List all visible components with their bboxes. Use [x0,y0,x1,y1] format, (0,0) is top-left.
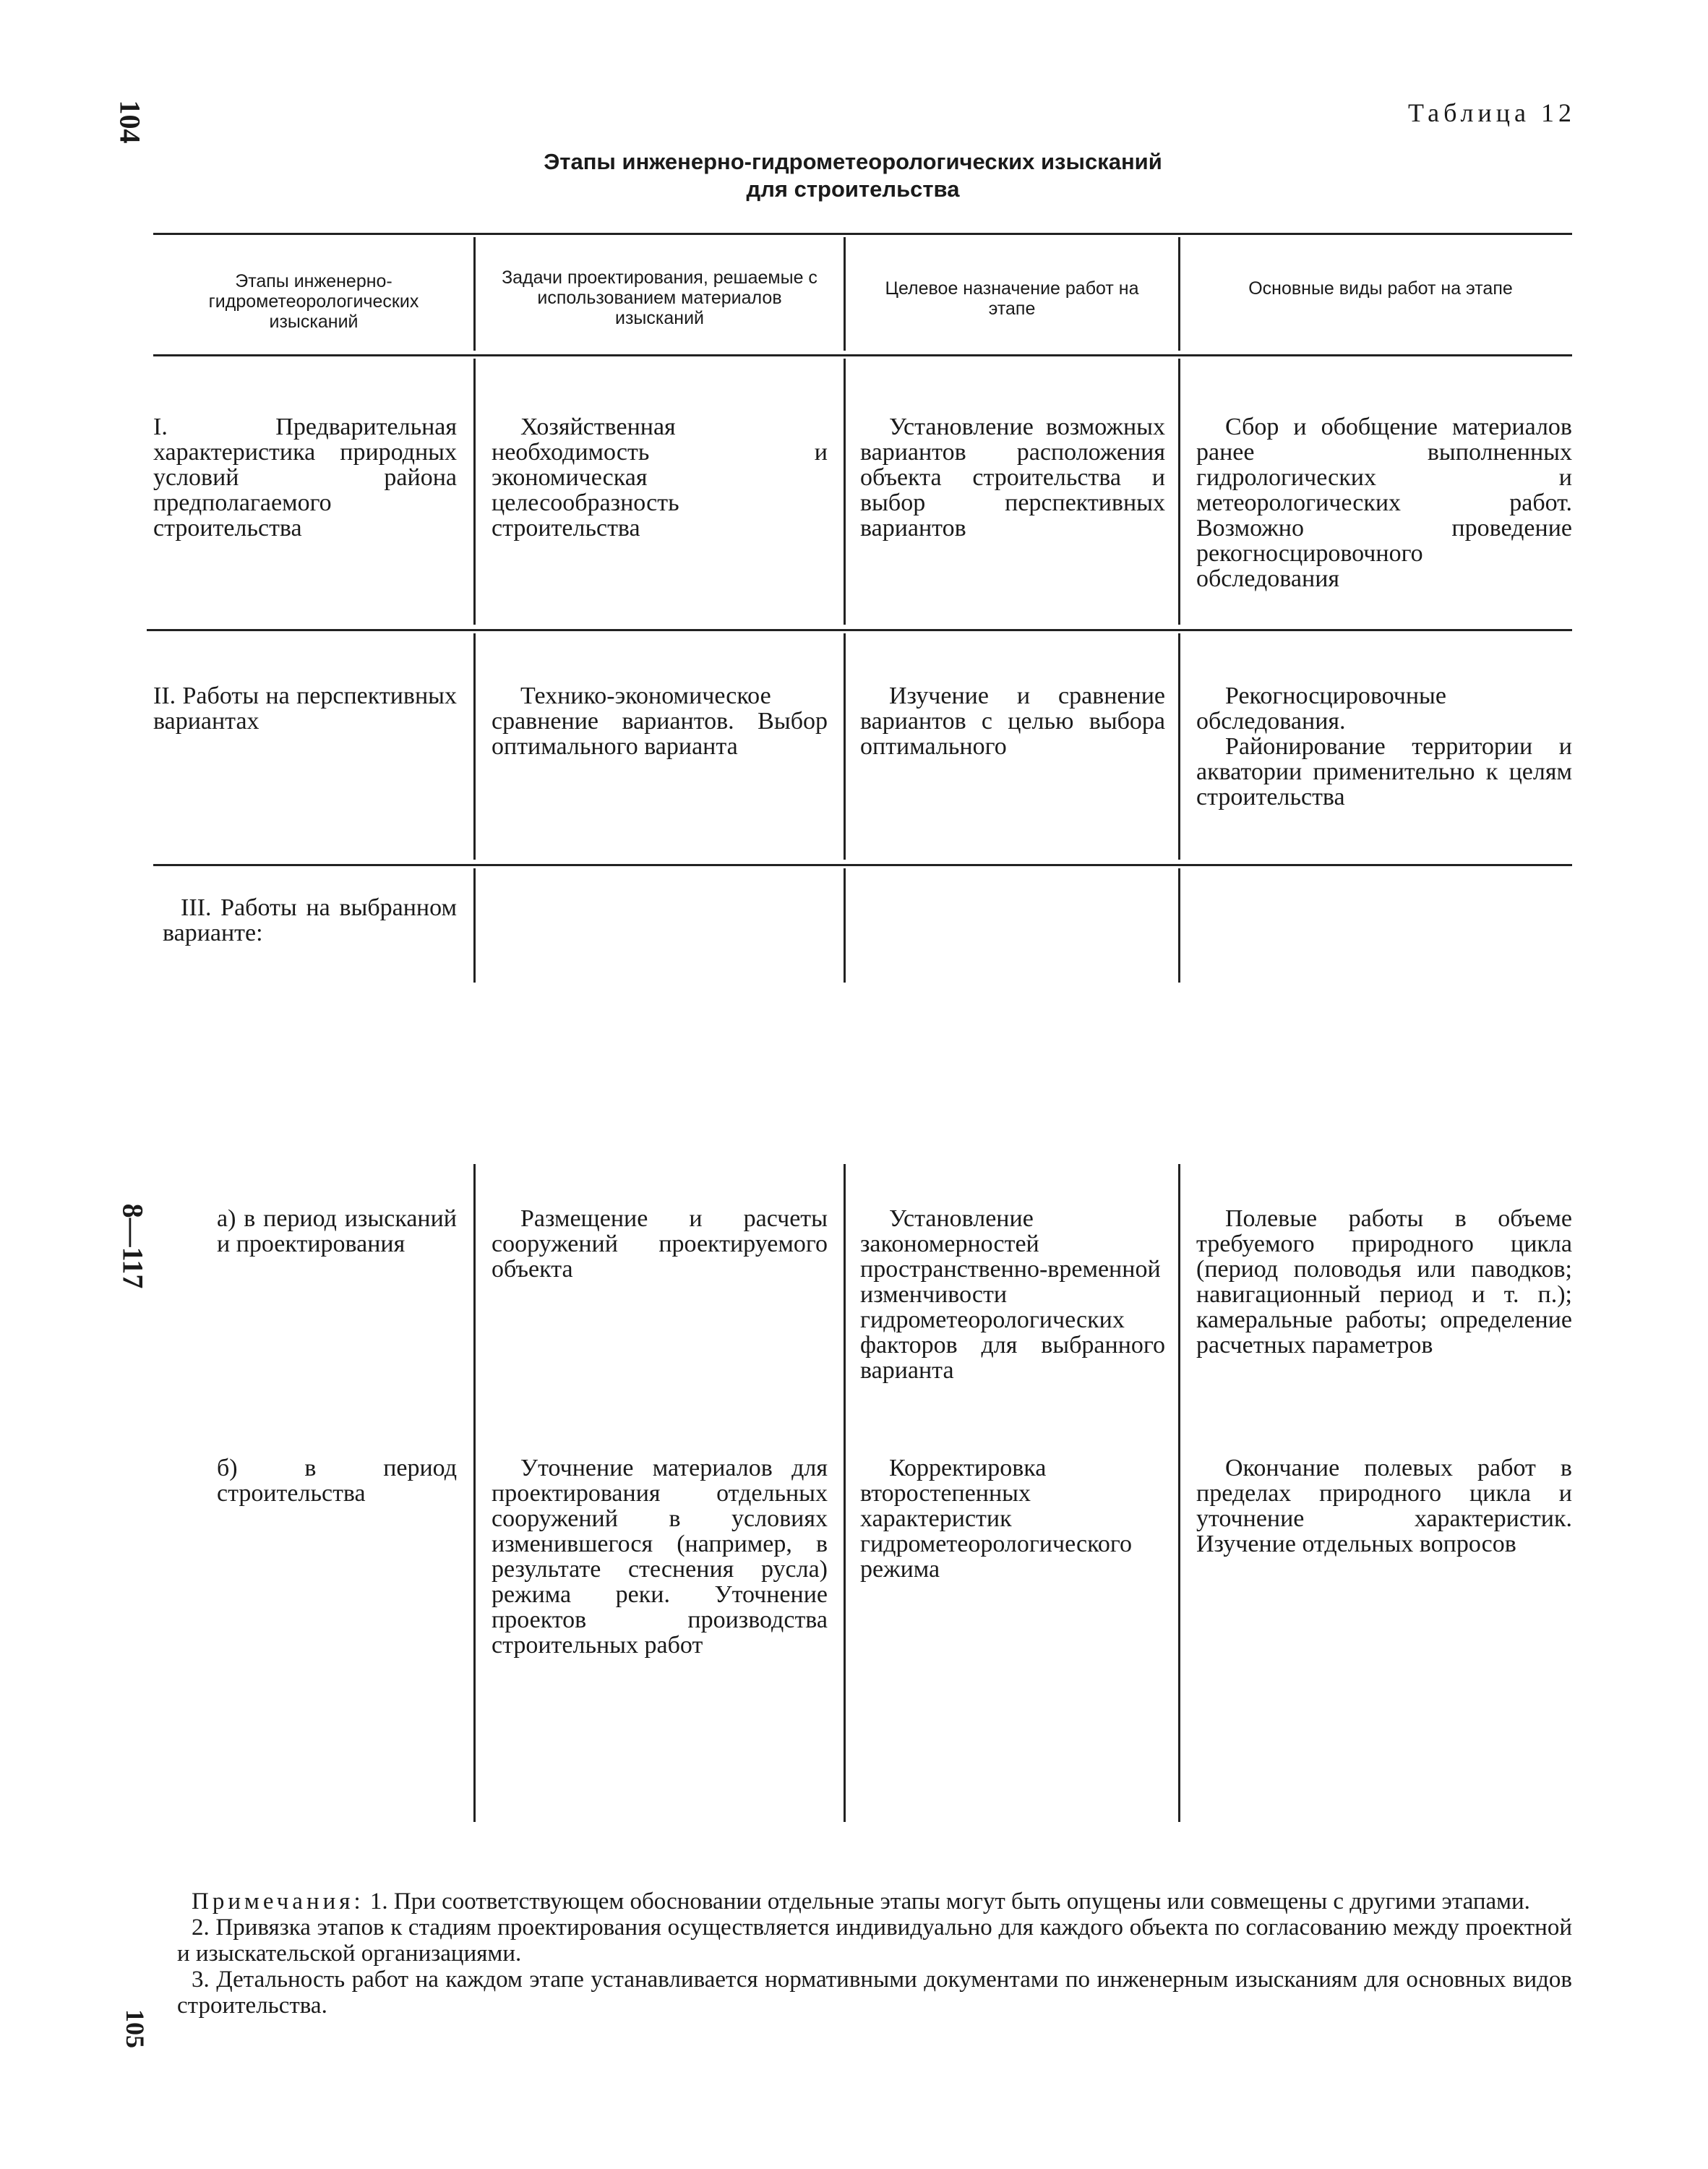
header-works: Основные виды работ на этапе [1248,278,1513,299]
header-stages: Этапы инженерно-гидрометеорологических изысканий [208,271,419,332]
row5-tasks: Уточнение материалов для проектирования отдельных сооружений в условиях изменившегося (например, в результате стеснения русла) режима реки. Уточнение проектов производства строительных работ [492,1455,828,1659]
header-bottom-rule [153,354,1572,356]
row4-divider-1 [473,1164,476,1822]
row3-divider-1 [473,868,476,983]
header-purpose: Целевое назначение работ на этапе [885,278,1139,319]
row2-tasks: Технико-экономическое сравнение вариантов. Выбор оптимального варианта [492,683,828,760]
header-divider-2 [844,237,846,351]
row1-tasks: Хозяйственная необходимость и экономическая целесообразность строительства [492,414,828,542]
row1-works: Сбор и обобщение материалов ранее выполненных гидрологических и метеорологических работ. Возможно проведение рекогносцировочного обследования [1196,414,1572,592]
row2-stage: II. Работы на перспективных вариантах [153,683,457,735]
row2-works-part-1: Рекогносцировочные обследования. [1196,683,1446,735]
signature-mark: 8—117 [116,1203,150,1289]
row4-divider-3 [1178,1164,1180,1822]
row-rule-2 [153,864,1572,866]
header-divider-1 [473,237,476,351]
note-2: 2. Привязка этапов к стадиям проектирования осуществляется индивидуально для каждого объекта по согласованию между проектной и изыскательской организациями. [177,1915,1572,1967]
row2-works-part-2: Районирование территории и акватории применительно к целям строительства [1196,733,1572,810]
note-1-text: 1. При соответствующем обосновании отдельные этапы могут быть опущены или совмещены с другими этапами. [369,1888,1530,1915]
note-3: 3. Детальность работ на каждом этапе устанавливается нормативными документами по инженерным изысканиям для основных видов строительства. [177,1967,1572,2019]
row1-purpose: Установление возможных вариантов расположения объекта строительства и выбор перспективных вариантов [860,414,1165,542]
page-number-left: 104 [113,100,147,144]
notes-label: Примечания: [192,1888,364,1915]
page-number-right: 105 [121,2009,150,2048]
row3-stage: III. Работы на выбранном варианте: [163,894,457,946]
header-divider-3 [1178,237,1180,351]
row5-works: Окончание полевых работ в пределах природного цикла и уточнение характеристик. Изучение отдельных вопросов [1196,1455,1572,1557]
row4-purpose: Установление закономерностей пространственно-временной изменчивости гидрометеорологических факторов для выбранного варианта [860,1205,1165,1384]
row1-divider-1 [473,359,476,625]
row1-stage: I. Предварительная характеристика природных условий района предполагаемого строительства [153,414,457,542]
row1-divider-2 [844,359,846,625]
row5-purpose: Корректировка второстепенных характеристик гидрометеорологического режима [860,1455,1133,1583]
row4-tasks: Размещение и расчеты сооружений проектируемого объекта [492,1205,828,1283]
notes [177,1888,1572,2019]
row3-divider-2 [844,868,846,983]
table-top-rule [153,233,1572,235]
row4-stage: а) в период изысканий и проектирования [217,1205,457,1257]
row-rule-1 [147,629,1572,631]
row2-purpose: Изучение и сравнение вариантов с целью выбора оптимального [860,683,1165,760]
row2-works [1196,683,1572,810]
row3-divider-3 [1178,868,1180,983]
table-title [405,148,1301,203]
header-tasks: Задачи проектирования, решаемые с использованием материалов изысканий [502,268,817,328]
row2-divider-1 [473,633,476,860]
table-number: Таблица 12 [1408,98,1576,127]
row2-divider-2 [844,633,846,860]
row2-divider-3 [1178,633,1180,860]
table-title-line-2: для строительства [746,176,960,202]
row4-works: Полевые работы в объеме требуемого природного цикла (период половодья или паводков; навигационный период и т. п.); камеральные работы; определение расчетных параметров [1196,1205,1572,1359]
row4-divider-2 [844,1164,846,1822]
row1-divider-3 [1178,359,1180,625]
table-title-line-1: Этапы инженерно-гидрометеорологических изысканий [544,149,1162,174]
note-1 [177,1888,1572,1915]
row5-stage: б) в период строительства [217,1455,457,1507]
